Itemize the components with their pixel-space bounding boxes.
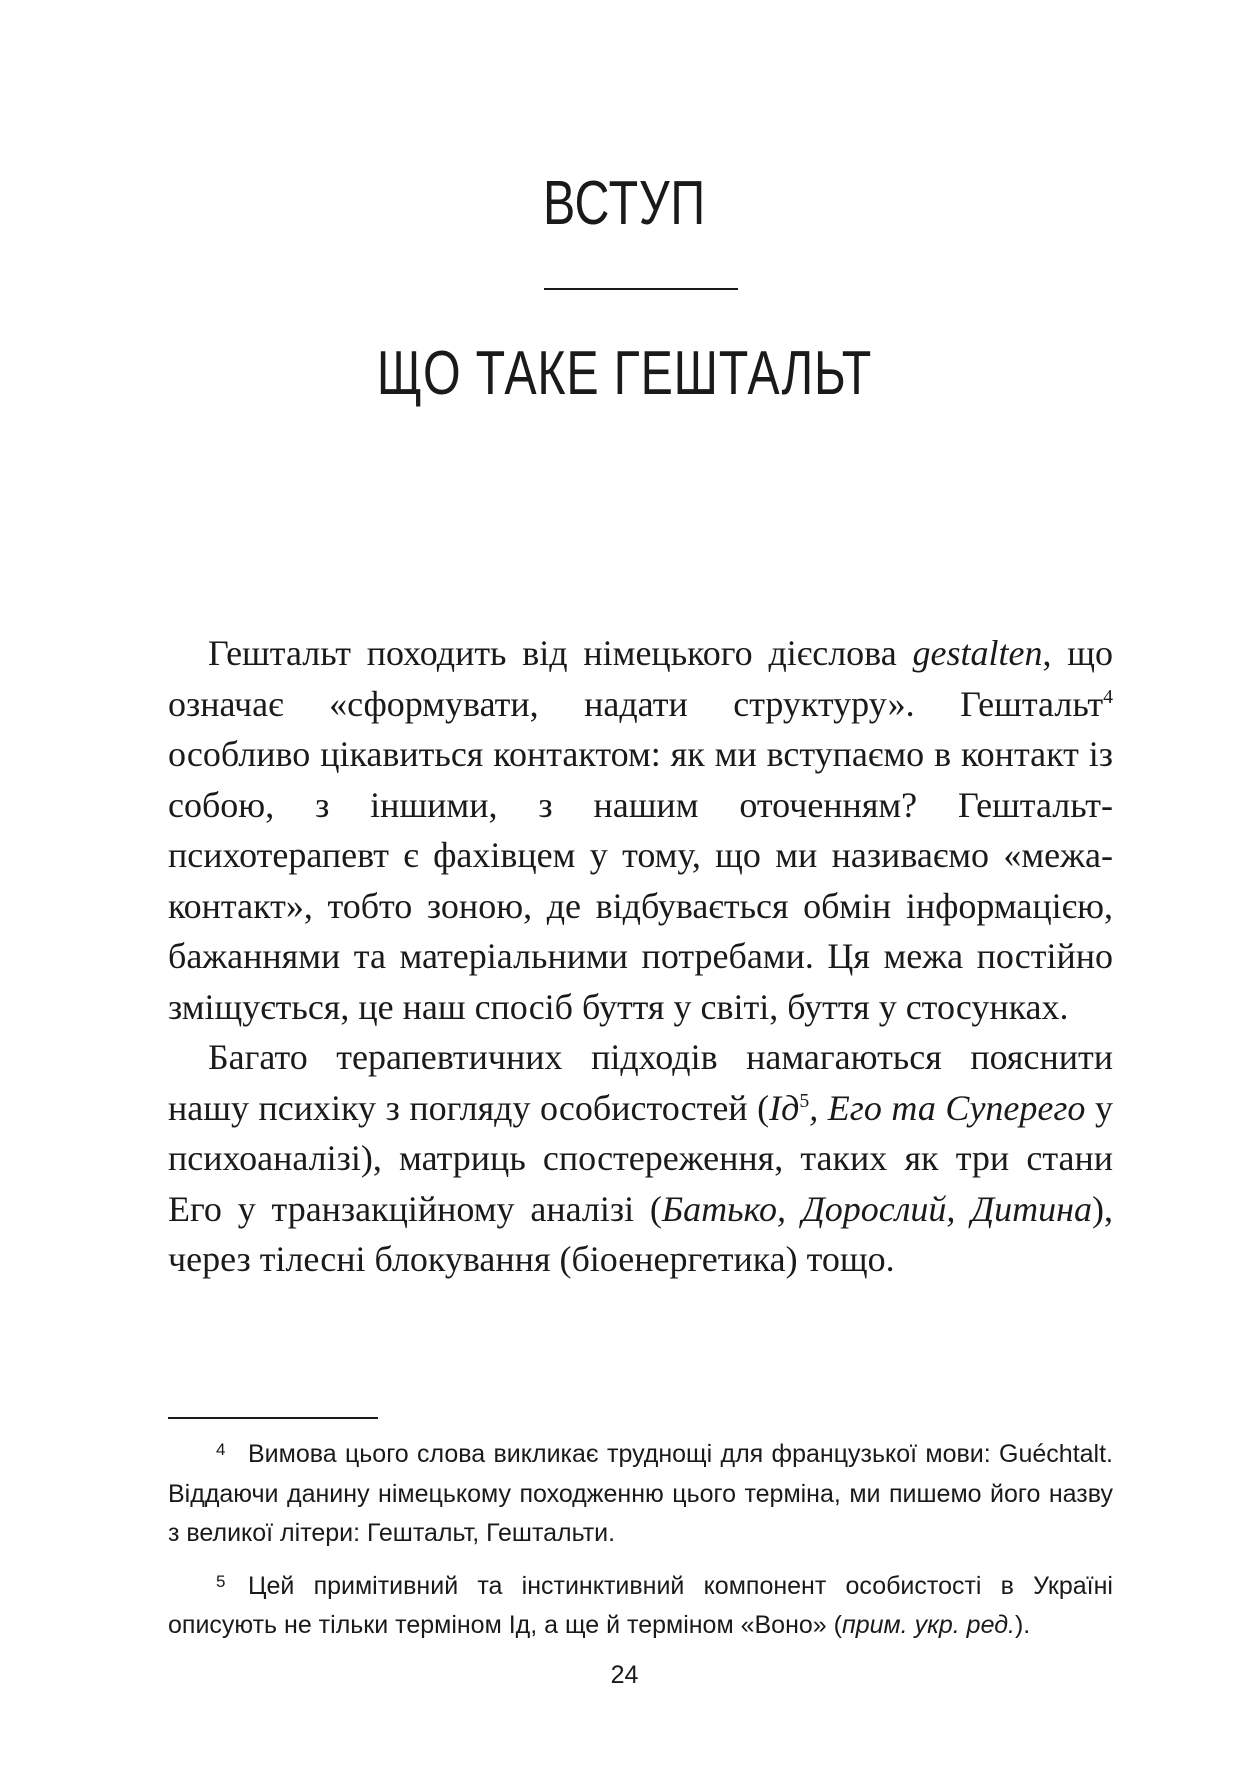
term-ego-superego: , Его та Суперего bbox=[809, 1087, 1086, 1128]
footnote-number: 5 bbox=[216, 1571, 226, 1591]
page-number: 24 bbox=[610, 1661, 639, 1689]
footnote-text: Вимова цього слова викликає труднощі для французької мови: Guéchtalt. Віддаючи данину німецькому походженню цього терміна, ми пишемо його назву з великої літери: Гештальт, Гештальти. bbox=[168, 1440, 1113, 1547]
body-text bbox=[168, 628, 1113, 1285]
footnote-text-b: ). bbox=[1014, 1611, 1031, 1639]
footnote-ref-5[interactable]: 5 bbox=[799, 1089, 810, 1112]
editor-note: прим. укр. ред. bbox=[841, 1611, 1015, 1639]
chapter-label: ВСТУП bbox=[543, 169, 706, 238]
paragraph-2-text-b: у психоаналізі), матриць спостереження, таких як три стани Его у транзакційному аналізі ( bbox=[168, 1087, 1114, 1229]
footnotes bbox=[168, 1430, 1113, 1654]
footnote-text-a: Цей примітивний та інстинктивний компонент особистості в Україні описують не тільки терміном Ід, а ще й терміном «Воно» ( bbox=[168, 1571, 1113, 1639]
footnote-divider bbox=[168, 1417, 378, 1419]
paragraph-2 bbox=[168, 1032, 1113, 1285]
paragraph-1-text-c: особливо цікавиться контактом: як ми вступаємо в контакт із собою, з іншими, з нашим оточенням? Гештальт-психотерапевт є фахівцем у тому, що ми називаємо «межа-контакт», тобто зоною, де відбувається обмін інформацією, бажаннями та матеріальними потребами. Ця межа постійно зміщується, це наш спосіб буття у світі, буття у стосунках. bbox=[168, 734, 1113, 1027]
paragraph-2-text-c: ), через тілесні блокування (біоенергетика) тощо. bbox=[168, 1188, 1113, 1279]
chapter-title: ЩО ТАКЕ ГЕШТАЛЬТ bbox=[376, 339, 873, 408]
footnote-ref-4[interactable]: 4 bbox=[1103, 685, 1113, 708]
title-divider bbox=[544, 288, 738, 290]
paragraph-1-text-a: Гештальт походить від німецького дієслова bbox=[208, 633, 913, 673]
paragraph-1-text-b: , що означає «сформувати, надати структуру». Гештальт bbox=[168, 633, 1113, 724]
paragraph-2-text-a: Багато терапевтичних підходів намагаються пояснити нашу психіку з погляду особистостей ( bbox=[168, 1037, 1113, 1128]
footnote-4 bbox=[168, 1430, 1113, 1554]
term-ego-states: Батько, Дорослий, Дитина bbox=[661, 1188, 1092, 1229]
term-id: Ід bbox=[769, 1087, 800, 1128]
footnote-5 bbox=[168, 1562, 1113, 1646]
term-gestalten: gestalten bbox=[912, 633, 1043, 673]
paragraph-1 bbox=[168, 628, 1113, 1032]
footnote-number: 4 bbox=[216, 1440, 226, 1459]
